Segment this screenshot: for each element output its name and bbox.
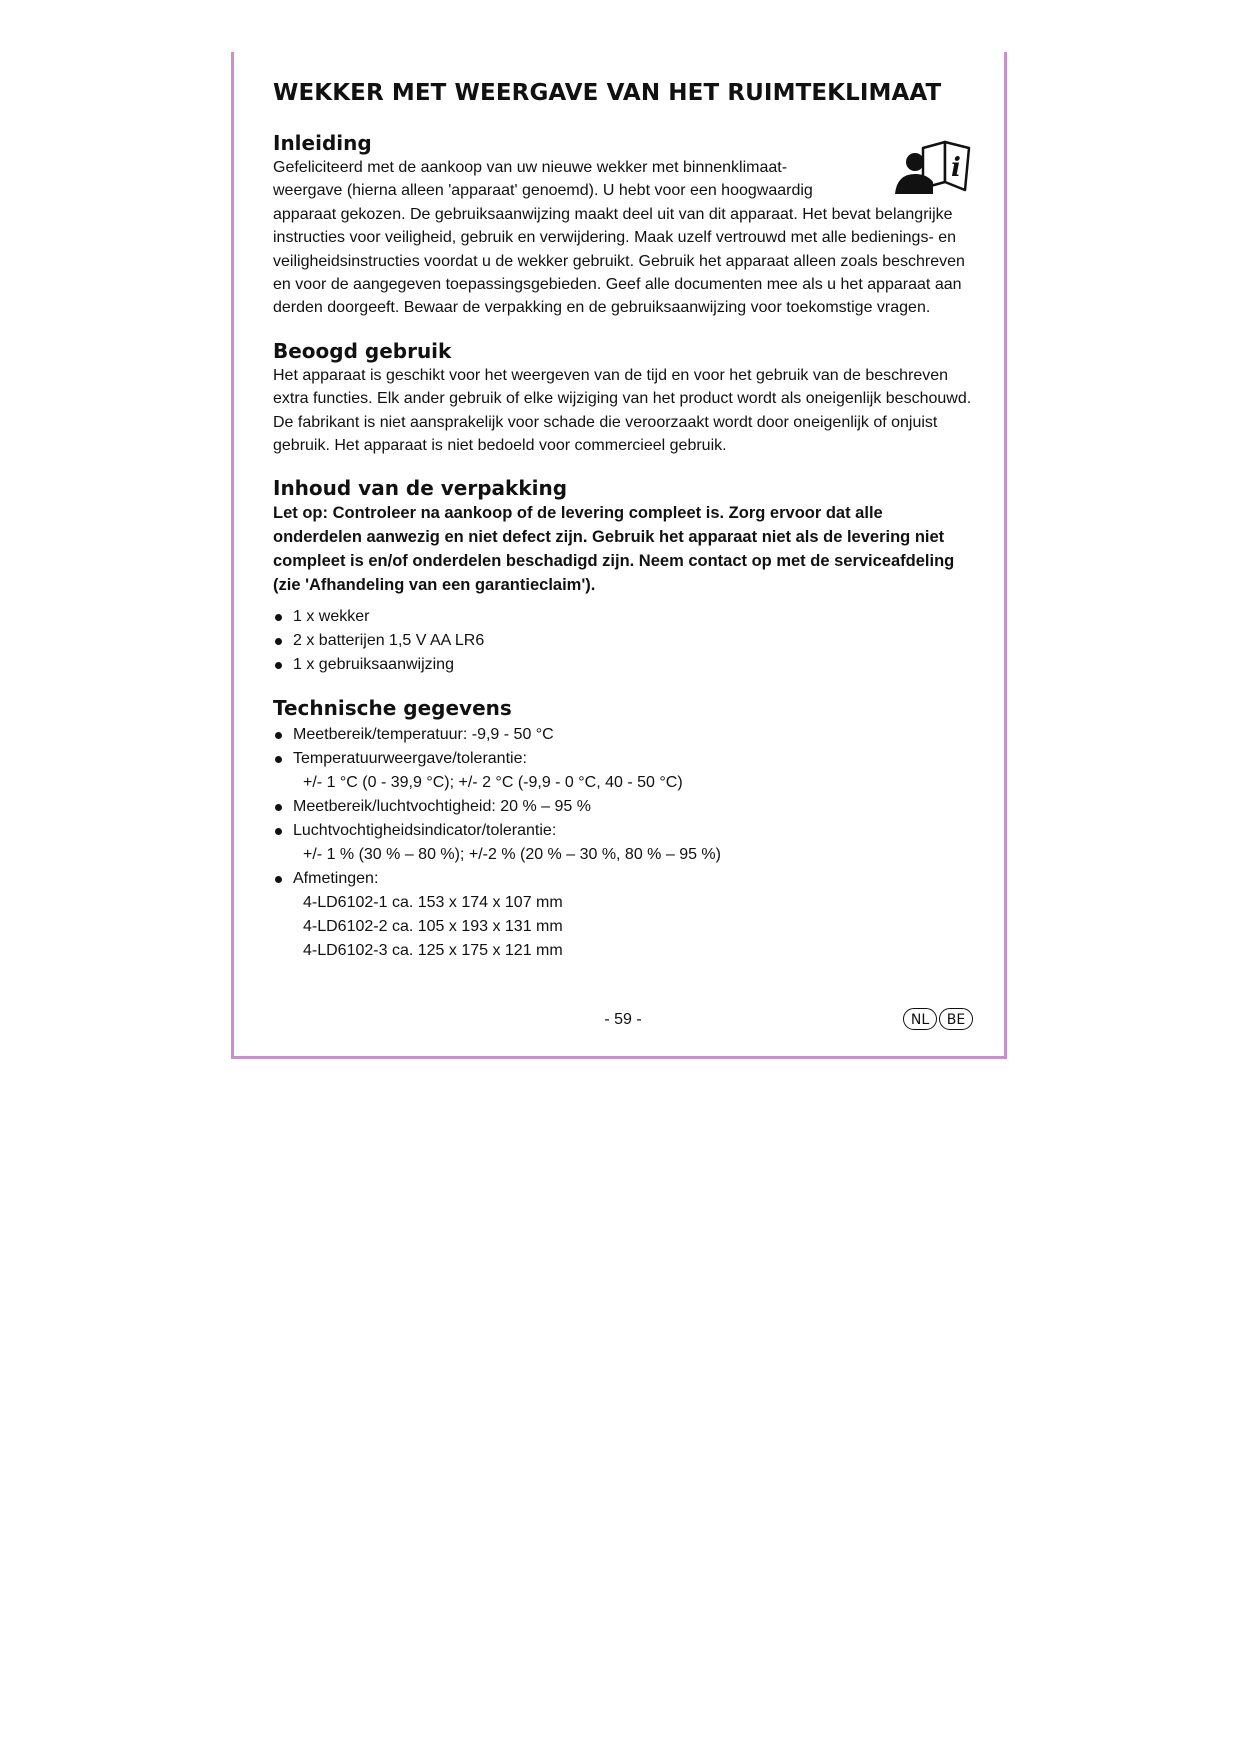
intro-line-1: Gefeliciteerd met de aankoop van uw nieuwe wekker met binnenklimaat-: [273, 159, 788, 176]
list-item: 1 x wekker: [273, 605, 973, 629]
page-number: - 59 -: [604, 1011, 642, 1028]
section-introduction: [273, 130, 973, 320]
spec-humidity-tolerance: [273, 819, 973, 867]
country-badge-nl: NL: [903, 1008, 937, 1030]
country-badges: [903, 1008, 973, 1030]
list-item: 2 x batterijen 1,5 V AA LR6: [273, 629, 973, 653]
intro-line-2: weergave (hierna alleen 'apparaat' genoemd). U hebt voor een hoogwaardig: [273, 182, 813, 200]
svg-text:i: i: [951, 153, 961, 183]
intended-use-heading: Beoogd gebruik: [273, 338, 452, 363]
intro-paragraph: [273, 156, 973, 320]
dimension-row: 4-LD6102-2 ca. 105 x 193 x 131 mm: [303, 918, 563, 936]
section-technical-data: [273, 695, 973, 963]
notice-text: Controleer na aankoop of de levering compleet is. Zorg ervoor dat alle onderdelen aanwezig en niet defect zijn. Gebruik het apparaat niet als de levering niet compleet is en/of onderdelen beschadigd zijn. Neem contact op met de serviceafdeling (zie 'Afhandeling van een garantieclaim').: [273, 504, 955, 595]
spec-humidity-tolerance-value: +/- 1 % (30 % – 80 %); +/-2 % (20 % – 30 %, 80 % – 95 %): [303, 846, 721, 864]
package-contents-heading: Inhoud van de verpakking: [273, 476, 568, 501]
section-intended-use: [273, 338, 973, 458]
notice-label: Let op:: [273, 504, 328, 523]
dimension-row: 4-LD6102-1 ca. 153 x 174 x 107 mm: [303, 894, 563, 912]
spec-temp-range: Meetbereik/temperatuur: -9,9 - 50 °C: [273, 723, 973, 747]
package-contents-list: [273, 605, 973, 677]
spec-dimensions: [273, 867, 973, 963]
intro-heading: Inleiding: [273, 131, 372, 155]
intended-use-text: Het apparaat is geschikt voor het weergeven van de tijd en voor het gebruik van de beschreven extra functies. Elk ander gebruik of elke wijziging van het product wordt als oneigenlijk beschouwd. De fabrikant is niet aansprakelijk voor schade die veroorzaakt wordt door oneigenlijk of onjuist gebruik. Het apparaat is niet bedoeld voor commercieel gebruik.: [273, 366, 972, 455]
page-title: WEKKER MET WEERGAVE VAN HET RUIMTEKLIMAAT: [273, 80, 942, 106]
intro-text: apparaat gekozen. De gebruiksaanwijzing maakt deel uit van dit apparaat. Het bevat belangrijke instructies voor veiligheid, gebruik en verwijdering. Maak uzelf vertrouwd met alle bedienings- en veiligheidsinstructies voordat u de wekker gebruikt. Gebruik het apparaat alleen zoals beschreven en voor de aangegeven toepassingsgebieden. Geef alle documenten mee als u het apparaat aan derden doorgeeft. Bewaar de verpakking en de gebruiksaanwijzing voor toekomstige vragen.: [273, 205, 965, 317]
spec-humidity-range: Meetbereik/luchtvochtigheid: 20 % – 95 %: [273, 795, 973, 819]
technical-data-list: [273, 723, 973, 963]
reading-person-info-icon: [893, 138, 973, 200]
spec-temp-tolerance: [273, 747, 973, 795]
notice-paragraph: [273, 501, 973, 597]
spec-temp-tolerance-value: +/- 1 °C (0 - 39,9 °C); +/- 2 °C (-9,9 - 0 °C, 40 - 50 °C): [303, 774, 683, 792]
country-badge-be: BE: [939, 1008, 973, 1030]
spec-temp-tolerance-label: Temperatuurweergave/tolerantie:: [293, 750, 527, 768]
dimension-row: 4-LD6102-3 ca. 125 x 175 x 121 mm: [303, 942, 563, 960]
section-package-contents: [273, 475, 973, 677]
spec-dimensions-label: Afmetingen:: [293, 870, 379, 888]
list-item: 1 x gebruiksaanwijzing: [273, 653, 973, 677]
page-footer: [273, 1005, 973, 1035]
spec-humidity-tolerance-label: Luchtvochtigheidsindicator/tolerantie:: [293, 822, 557, 840]
page-content: [273, 78, 973, 981]
technical-data-heading: Technische gegevens: [273, 696, 512, 721]
